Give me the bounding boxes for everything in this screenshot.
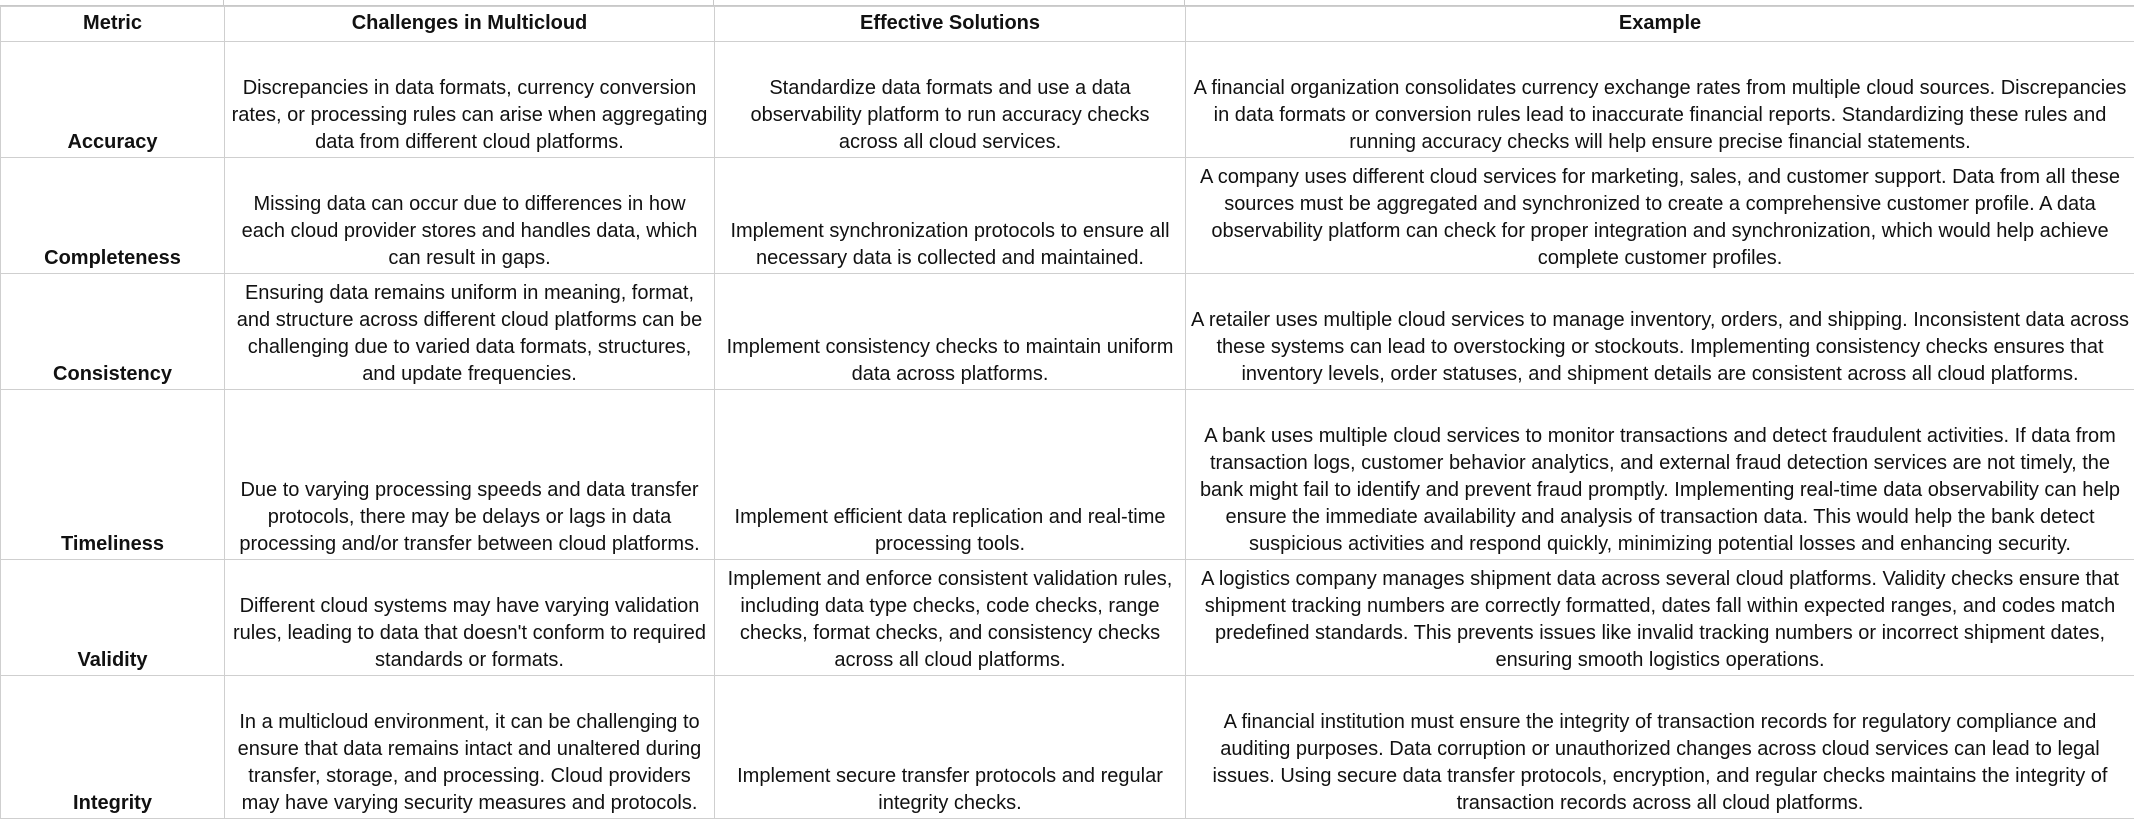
header-solutions[interactable]: Effective Solutions (715, 7, 1186, 42)
example-cell[interactable]: A logistics company manages shipment data across several cloud platforms. Validity checks ensure that shipment tracking numbers are correctly formatted, dates fall within expected ranges, and codes match predefined standards. This prevents issues like invalid tracking numbers or incorrect shipment dates, ensuring smooth logistics operations. (1186, 560, 2134, 676)
metric-cell[interactable]: Completeness (1, 158, 225, 274)
example-cell[interactable]: A company uses different cloud services for marketing, sales, and customer support. Data from all these sources must be aggregated and synchronized to create a comprehensive customer profile. A data observability platform can check for proper integration and synchronization, which would help achieve complete customer profiles. (1186, 158, 2134, 274)
metric-cell[interactable]: Consistency (1, 274, 225, 390)
solutions-cell[interactable]: Implement synchronization protocols to ensure all necessary data is collected and maintained. (715, 158, 1186, 274)
table-row (1, 274, 2134, 390)
metric-cell[interactable]: Timeliness (1, 390, 225, 560)
solutions-cell[interactable]: Implement secure transfer protocols and regular integrity checks. (715, 676, 1186, 819)
example-cell[interactable]: A retailer uses multiple cloud services to manage inventory, orders, and shipping. Inconsistent data across these systems can lead to overstocking or stockouts. Implementing consistency checks ensures that inventory levels, order statuses, and shipment details are consistent across all cloud platforms. (1186, 274, 2134, 390)
challenges-cell[interactable]: Different cloud systems may have varying validation rules, leading to data that doesn't conform to required standards or formats. (225, 560, 715, 676)
solutions-cell[interactable]: Standardize data formats and use a data observability platform to run accuracy checks across all cloud services. (715, 42, 1186, 158)
challenges-cell[interactable]: Discrepancies in data formats, currency conversion rates, or processing rules can arise when aggregating data from different cloud platforms. (225, 42, 715, 158)
table-row (1, 390, 2134, 560)
multicloud-metrics-table (0, 6, 2134, 819)
header-metric[interactable]: Metric (1, 7, 225, 42)
metric-cell[interactable]: Accuracy (1, 42, 225, 158)
solutions-cell[interactable]: Implement consistency checks to maintain uniform data across platforms. (715, 274, 1186, 390)
challenges-cell[interactable]: In a multicloud environment, it can be challenging to ensure that data remains intact and unaltered during transfer, storage, and processing. Cloud providers may have varying security measures and protocols. (225, 676, 715, 819)
metric-cell[interactable]: Integrity (1, 676, 225, 819)
solutions-cell[interactable]: Implement and enforce consistent validation rules, including data type checks, code checks, range checks, format checks, and consistency checks across all cloud platforms. (715, 560, 1186, 676)
example-cell[interactable]: A financial institution must ensure the integrity of transaction records for regulatory compliance and auditing purposes. Data corruption or unauthorized changes across cloud services can lead to legal issues. Using secure data transfer protocols, encryption, and regular checks maintains the integrity of transaction records across all cloud platforms. (1186, 676, 2134, 819)
solutions-cell[interactable]: Implement efficient data replication and real-time processing tools. (715, 390, 1186, 560)
header-challenges[interactable]: Challenges in Multicloud (225, 7, 715, 42)
table-row (1, 560, 2134, 676)
challenges-cell[interactable]: Missing data can occur due to differences in how each cloud provider stores and handles data, which can result in gaps. (225, 158, 715, 274)
metric-cell[interactable]: Validity (1, 560, 225, 676)
table-row (1, 42, 2134, 158)
table-row (1, 676, 2134, 819)
example-cell[interactable]: A financial organization consolidates currency exchange rates from multiple cloud sources. Discrepancies in data formats or conversion rules lead to inaccurate financial reports. Standardizing these rules and running accuracy checks will help ensure precise financial statements. (1186, 42, 2134, 158)
challenges-cell[interactable]: Ensuring data remains uniform in meaning, format, and structure across different cloud platforms can be challenging due to varied data formats, structures, and update frequencies. (225, 274, 715, 390)
challenges-cell[interactable]: Due to varying processing speeds and data transfer protocols, there may be delays or lags in data processing and/or transfer between cloud platforms. (225, 390, 715, 560)
table-row (1, 158, 2134, 274)
example-cell[interactable]: A bank uses multiple cloud services to monitor transactions and detect fraudulent activities. If data from transaction logs, customer behavior analytics, and external fraud detection services are not timely, the bank might fail to identify and prevent fraud promptly. Implementing real-time data observability can help ensure the immediate availability and analysis of transaction data. This would help the bank detect suspicious activities and respond quickly, minimizing potential losses and enhancing security. (1186, 390, 2134, 560)
header-example[interactable]: Example (1186, 7, 2134, 42)
header-row (1, 7, 2134, 42)
